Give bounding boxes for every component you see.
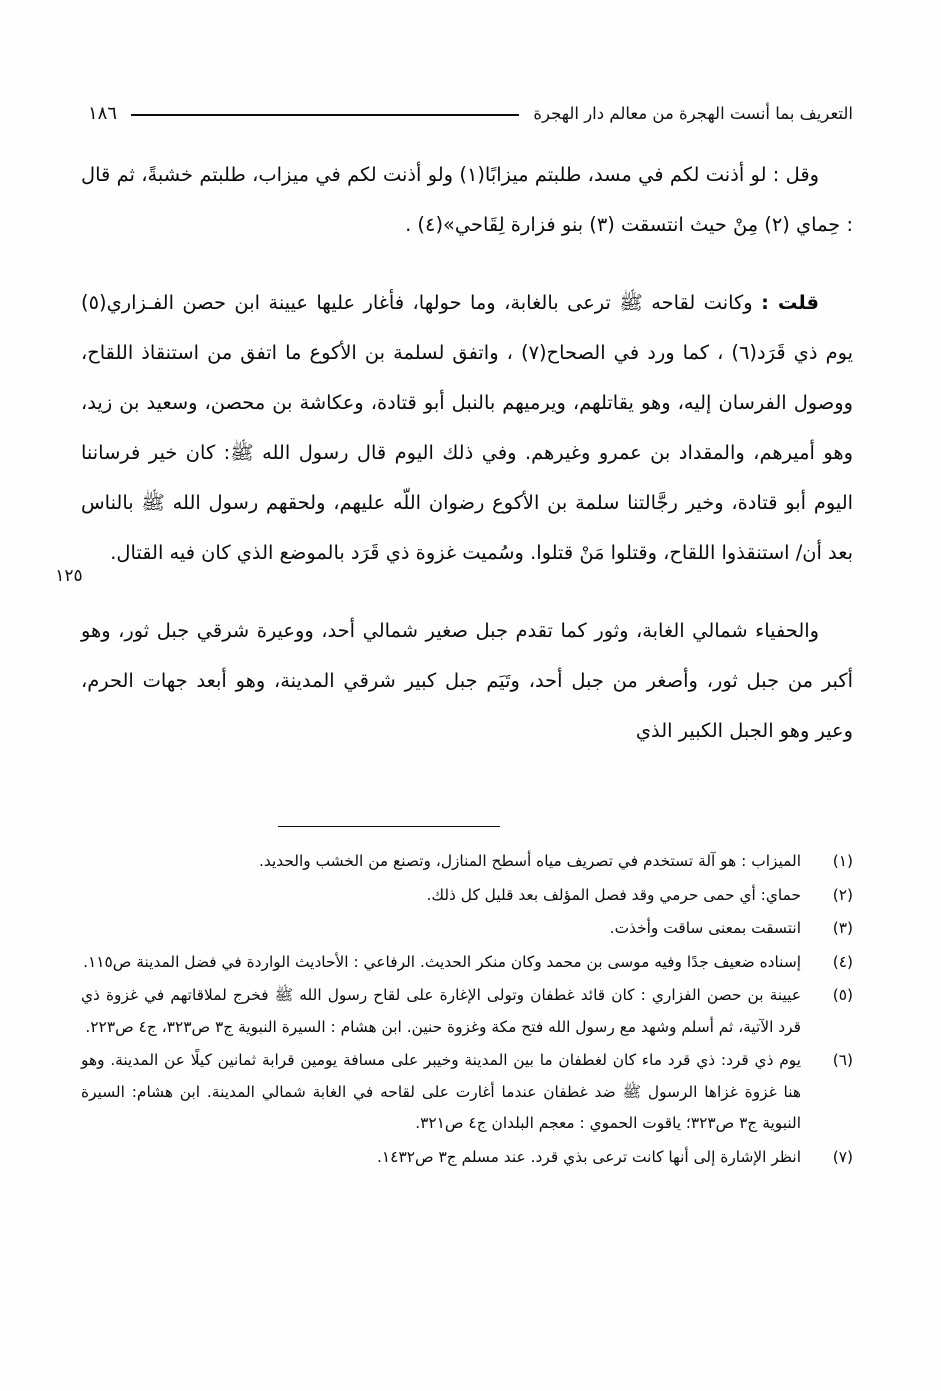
- body-text-column: [81, 150, 853, 756]
- header-title: التعريف بما أنست الهجرة من معالم دار الهجرة: [533, 103, 853, 123]
- footnote-text: انتسقت بمعنى ساقت وأخذت.: [609, 919, 801, 937]
- footnote-item: [81, 947, 853, 979]
- footnote-item: [81, 846, 853, 878]
- footnote-number: (٥): [832, 986, 853, 1004]
- page-header: [88, 96, 853, 130]
- paragraph-3: والحفياء شمالي الغابة، وثور كما تقدم جبل صغير شمالي أحد، ووعيرة شرقي جبل ثور، وهو أكبر من جبل ثور، وأصغر من جبل أحد، وتَيَم جبل كبير شرقي المدينة، وهو أبعد جهات الحرم، وعير وهو الجبل الكبير الذي: [81, 619, 853, 742]
- footnote-item: [81, 1045, 853, 1140]
- footnotes-section: [81, 846, 853, 1175]
- footnote-text: عيينة بن حصن الفزاري : كان قائد غطفان وتولى الإغارة على لقاح رسول الله ﷺ فخرج لملاقاتهم في غزوة ذي قرد الآتية، ثم أسلم وشهد مع رسول الله فتح مكة وغزوة حنين. ابن هشام : السيرة النبوية ج٣ ص٣٢٣، ج٤ ص٢٢٣.: [81, 986, 801, 1036]
- footnote-number: (٤): [832, 952, 853, 971]
- footnote-text: الميزاب : هو آلة تستخدم في تصريف مياه أسطح المنازل، وتصنع من الخشب والحديد.: [259, 852, 801, 870]
- footnote-item: [81, 913, 853, 945]
- footnote-number: (٢): [832, 885, 853, 904]
- paragraph-2: [81, 278, 853, 578]
- page-number: ١٨٦: [88, 102, 118, 124]
- margin-folio-number: ١٢٥: [55, 566, 83, 586]
- paragraph-2-text: وكانت لقاحه ﷺ ترعى بالغابة، وما حولها، فأغار عليها عيينة ابن حصن الفـزاري(٥) يوم ذي قَرَد(٦) ، كما ورد في الصحاح(٧) ، واتفق لسلمة بن الأكوع ما اتفق من استنقاذ اللقاح، ووصول الفرسان إليه، وهو يقاتلهم، ويرميهم بالنبل أبو قتادة، وعكاشة بن محصن، وسعيد بن زيد، وهو أميرهم، والمقداد بن عمرو وغيرهم. وفي ذلك اليوم قال رسول الله ﷺ: كان خير فرساننا اليوم أبو قتادة، وخير رجَّالتنا سلمة بن الأكوع رضوان اللّه عليهم، ولحقهم رسول الله ﷺ بالناس بعد أن/ استنقذوا اللقاح، وقتلوا مَنْ قتلوا. وسُميت غزوة ذي قَرَد بالموضع الذي كان فيه القتال.: [81, 291, 853, 564]
- footnote-item: [81, 880, 853, 912]
- footnote-number: (١): [832, 852, 853, 870]
- paragraph-1: وقل : لو أذنت لكم في مسد، طلبتم ميزابًا(١) ولو أذنت لكم في ميزاب، طلبتم خشبةً، ثم قال : حِماي (٢) مِنْ حيث انتسقت (٣) بنو فزارة لِقَاحي»(٤) .: [81, 163, 853, 236]
- footnote-text: انظر الإشارة إلى أنها كانت ترعى بذي قرد. عند مسلم ج٣ ص١٤٣٢.: [377, 1147, 801, 1166]
- footnote-item: [81, 980, 853, 1043]
- header-rule: [131, 114, 519, 116]
- footnote-number: (٣): [832, 919, 853, 937]
- footnote-number: (٦): [832, 1051, 853, 1069]
- footnote-separator: [278, 826, 500, 827]
- paragraph-2-lead: قلت :: [761, 291, 819, 314]
- footnote-item: [81, 1142, 853, 1174]
- footnote-text: إسناده ضعيف جدًا وفيه موسى بن محمد وكان منكر الحديث. الرفاعي : الأحاديث الواردة في فضل المدينة ص١١٥.: [83, 952, 801, 971]
- footnote-number: (٧): [832, 1147, 853, 1166]
- footnote-text: يوم ذي قرد: ذي قرد ماء كان لغطفان ما بين المدينة وخيبر على مسافة يومين قرابة ثمانين كيلًا عن المدينة. وهو هنا غزوة غزاها الرسول ﷺ ضد غطفان عندما أغارت على لقاحه في الغابة شمالي المدينة. ابن هشام: السيرة النبوية ج٣ ص٣٢٣؛ ياقوت الحموي : معجم البلدان ج٤ ص٣٢١.: [81, 1051, 801, 1132]
- footnote-text: حماي: أي حمى حرمي وقد فصل المؤلف بعد قليل كل ذلك.: [426, 885, 801, 904]
